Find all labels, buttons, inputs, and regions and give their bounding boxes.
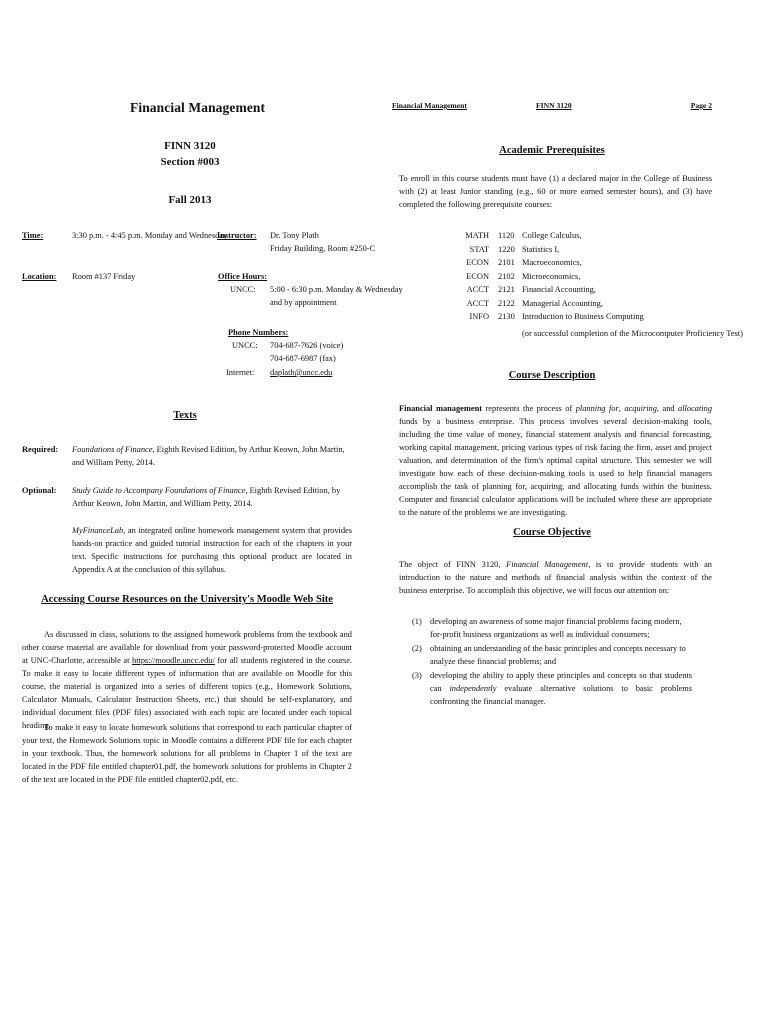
office-hours-place: UNCC:	[230, 285, 256, 294]
phone-voice: 704-687-7626 (voice)	[270, 341, 344, 350]
prerequisite-dept: ECON	[466, 271, 489, 281]
moodle-paragraph-2: To make it easy to locate homework solutions that correspond to each particular chapter of your text, the Homework Solutions topic in Moodle contains a different PDF file for each chapter in your textbook. Thus, the homework solutions for all problems in Chapter 1 of the text are located in the PDF file entitled chapter01.pdf, the homework solutions for problems in Chapter 2 of the text are located in the PDF file entitled chapter02.pdf, etc.	[22, 723, 352, 784]
internet-email-link[interactable]: daplath@uncc.edu	[270, 368, 333, 377]
description-heading: Course Description	[508, 370, 596, 381]
prerequisite-course-name: Statistics I,	[522, 244, 560, 254]
optional-label: Optional:	[22, 486, 57, 495]
moodle-link[interactable]: https://moodle.uncc.edu/	[132, 656, 215, 665]
required-book-title: Foundations of Finance	[72, 445, 153, 454]
prerequisite-dept: ACCT	[466, 298, 489, 308]
moodle-paragraph-1: As discussed in class, solutions to the assigned homework problems from the textbook and other course material are available for download from your password-protected Moodle account at UNC-Charlotte, accessible at https://moodle.uncc.edu/ for all students registered in the course. To make it easy to locate different types of information that are available on Moodle for this course, the material is organized into a series of different topics (e.g., Homework Solutions, Calculator Manuals, Calculator Instruction Sheets, etc.) that should be self-explanatory, and individual document files (PDF files) associated with each topic are located under each topical heading.	[22, 630, 353, 730]
instructor-office: Friday Building, Room #250-C	[270, 244, 376, 253]
phone-label: Phone Numbers:	[228, 328, 289, 337]
objective-intro: The object of FINN 3120, Financial Management, is to provide students with an introduction to the nature and methods of financial analysis within the context of the business enterprise. To accomplish this objective, we will focus our attention on:	[399, 560, 712, 595]
prerequisite-dept: ACCT	[466, 285, 489, 294]
internet-label: Internet:	[226, 368, 255, 377]
office-hours-extra: and by appointment	[270, 298, 337, 307]
prerequisite-course-name: Financial Accounting,	[522, 285, 596, 294]
prerequisite-number: 2121	[498, 285, 515, 294]
prerequisite-dept: ECON	[466, 258, 489, 267]
myfinancelab-paragraph: MyFinanceLab, an integrated online homework management system that provides hands-on practice and guided tutorial instruction for each of the chapters in your text. Specific instructions for purchasing this optional product are located in Appendix A at the conclusion of this syllabus.	[72, 526, 352, 574]
phone-place: UNCC:	[232, 341, 258, 350]
prerequisite-course-name: Introduction to Business Computing	[522, 312, 644, 321]
instructor-label: Instructor:	[217, 231, 257, 240]
objective-1-text: developing an awareness of some major financial problems facing modern, for-profit business organizations as well as individual consumers;	[430, 617, 682, 639]
prerequisite-note: (or successful completion of the Microcomputer Proficiency Test)	[522, 329, 743, 338]
description-paragraph: Financial management represents the process of planning for, acquiring, and allocating funds by a business enterprise. This process involves several decision-making tools, including the time value of money, financial statement analysis and financial forecasting, working capital management, pricing various types of risk facing the firm, asset and project valuation, and determination of the firm's optimal capital structure. This semester we will investigate how each of these decision-making tools is used to help financial managers accomplish the task of planning for, acquiring, and allocating funds within the business. Computer and financial calculator applications will be included where these are appropriate to the nature of the problems we are investigating.	[399, 404, 713, 517]
instructor-name: Dr. Tony Plath	[270, 231, 319, 240]
moodle-heading: Accessing Course Resources on the University's Moodle Web Site	[41, 594, 333, 605]
running-header-code: FINN 3120	[536, 101, 572, 110]
prerequisite-dept: INFO	[469, 312, 489, 321]
texts-heading: Texts	[173, 410, 197, 421]
location-label: Location:	[22, 272, 57, 281]
prerequisite-number: 2102	[498, 271, 515, 281]
optional-text: Study Guide to Accompany Foundations of Finance, Eighth Revised Edition, by Arthur Keown, John Martin, and William Petty, 2014.	[72, 486, 341, 508]
objective-2-text: obtaining an understanding of the basic principles and concepts necessary to analyze these financial problems; and	[430, 644, 686, 666]
objective-2-number: (2)	[412, 644, 422, 653]
prerequisite-course-name: Microeconomics,	[522, 271, 581, 281]
course-title: Financial Management	[130, 100, 266, 115]
running-header-page: Page 2	[690, 101, 712, 110]
prerequisite-course-name: Macroeconomics,	[522, 258, 582, 267]
course-section: Section #003	[160, 156, 220, 168]
prerequisite-dept: MATH	[465, 231, 489, 240]
prerequisite-number: 1120	[498, 231, 515, 240]
time-value: 3:30 p.m. - 4:45 p.m. Monday and Wednesday	[72, 231, 228, 240]
office-hours-label: Office Hours:	[218, 272, 268, 281]
objective-1-number: (1)	[412, 617, 422, 626]
course-code: FINN 3120	[164, 140, 216, 152]
phone-fax: 704-687-6987 (fax)	[270, 354, 336, 363]
prerequisite-number: 2122	[498, 298, 515, 308]
objective-3-text: developing the ability to apply these principles and concepts so that students can independently evaluate alternative solutions to basic problems confronting the financial manager.	[430, 671, 692, 706]
prerequisite-course-name: Managerial Accounting,	[522, 298, 603, 308]
optional-book-title: Study Guide to Accompany Foundations of Finance	[72, 486, 246, 495]
location-value: Room #137 Friday	[72, 272, 136, 281]
prerequisites-intro: To enroll in this course students must have (1) a declared major in the College of Business with (2) at least Junior standing (e.g., 60 or more earned semester hours), and (3) have completed the following prerequisite courses:	[399, 174, 712, 209]
objective-heading: Course Objective	[513, 527, 591, 538]
required-label: Required:	[22, 445, 59, 454]
prerequisites-heading: Academic Prerequisites	[499, 145, 605, 156]
time-label: Time:	[22, 231, 44, 240]
prerequisite-course-name: College Calculus,	[522, 231, 582, 240]
course-term: Fall 2013	[168, 194, 212, 206]
prerequisite-dept: STAT	[469, 244, 489, 254]
prerequisite-number: 2101	[498, 258, 515, 267]
office-hours-time: 5:00 - 6:30 p.m. Monday & Wednesday	[270, 285, 403, 294]
required-text: Foundations of Finance, Eighth Revised Edition, by Arthur Keown, John Martin, and William Petty, 2014.	[72, 445, 345, 467]
objective-3-number: (3)	[412, 671, 422, 680]
prerequisite-number: 2130	[498, 312, 515, 321]
running-header-title: Financial Management	[392, 101, 467, 110]
prerequisite-number: 1220	[498, 244, 515, 254]
